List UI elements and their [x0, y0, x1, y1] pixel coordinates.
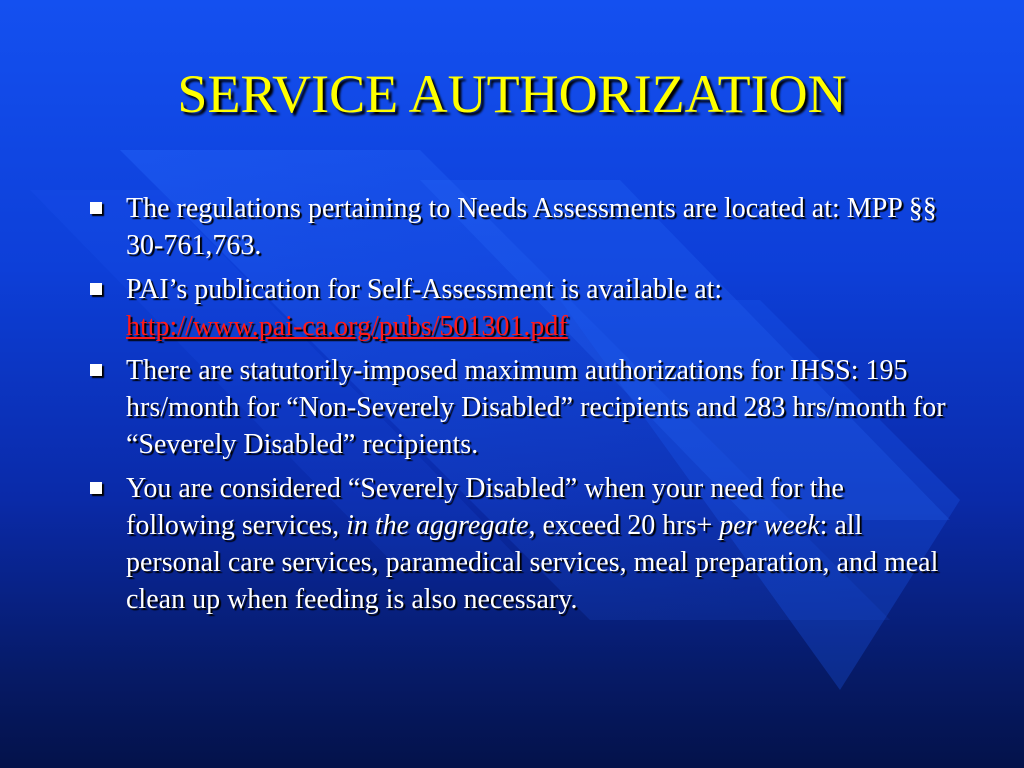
bullet-text-emphasis: in the aggregate — [346, 510, 529, 541]
square-bullet-icon — [90, 283, 102, 295]
square-bullet-icon — [90, 202, 102, 214]
bullet-text-part: You are considered “Severely Disabled” when your need for the following services, — [126, 473, 844, 541]
bullet-text-emphasis: per week — [719, 510, 820, 541]
bullet-text-part: , exceed 20 hrs+ — [528, 510, 720, 541]
slide-title: SERVICE AUTHORIZATION — [177, 64, 847, 124]
bullet-text: There are statutorily-imposed maximum authorizations for IHSS: 195 hrs/month for “Non-Severely Disabled” recipients and 283 hrs/month for “Severely Disabled” recipients. — [126, 355, 946, 460]
bullet-text: PAI’s publication for Self-Assessment is available at: — [126, 274, 723, 305]
bullet-text-part: : all personal care services, paramedical services, meal preparation, and meal clean up when feeding is also necessary. — [126, 510, 939, 615]
bullet-item-maximum-authorizations — [88, 352, 948, 463]
publication-link[interactable]: http://www.pai-ca.org/pubs/501301.pdf — [126, 311, 568, 342]
bullet-item-publication — [88, 271, 948, 345]
square-bullet-icon — [90, 482, 102, 494]
bullet-list — [88, 190, 948, 625]
square-bullet-icon — [90, 364, 102, 376]
bullet-item-severely-disabled — [88, 470, 948, 618]
bullet-text: The regulations pertaining to Needs Assessments are located at: MPP §§ 30-761,763. — [126, 193, 937, 261]
bullet-item-regulations — [88, 190, 948, 264]
